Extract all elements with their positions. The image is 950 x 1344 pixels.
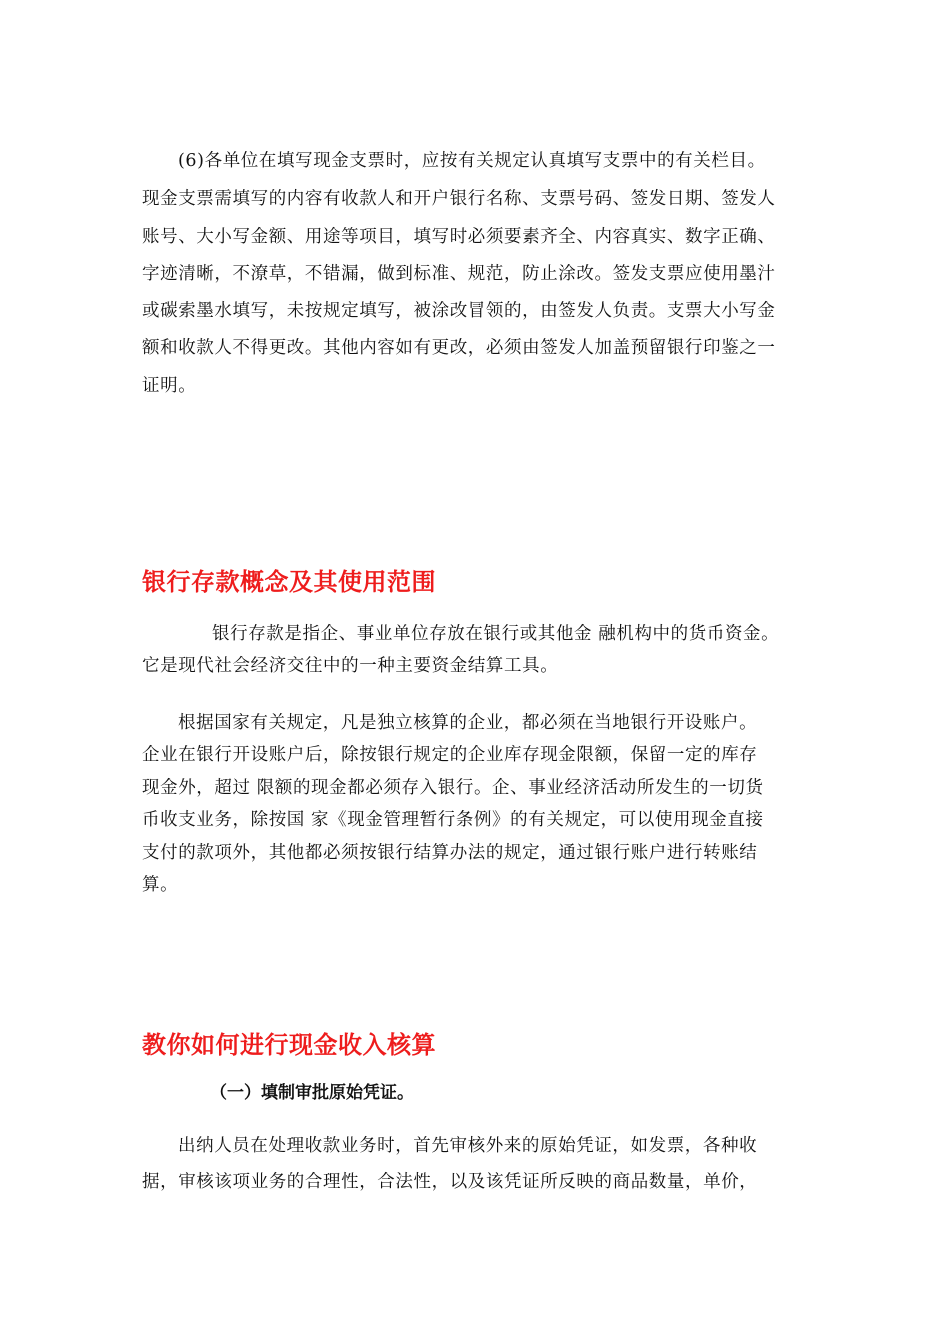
text-line: 字迹清晰，不潦草，不错漏，做到标准、规范，防止涂改。签发支票应使用墨汁 [142,264,776,284]
text-line: 账号、大小写金额、用途等项目，填写时必须要素齐全、内容真实、数字正确、 [142,227,776,247]
text-line: 企业在银行开设账户后，除按银行规定的企业库存现金限额，保留一定的库存 [142,745,758,765]
section-heading: 银行存款概念及其使用范围 [142,568,436,596]
text-line: (6)各单位在填写现金支票时，应按有关规定认真填写支票中的有关栏目。 [178,151,766,171]
text-line: 现金外，超过 限额的现金都必须存入银行。企、事业经济活动所发生的一切货 [142,778,764,798]
text-line: 币收支业务，除按国 家《现金管理暂行条例》的有关规定，可以使用现金直接 [142,810,764,830]
text-line: 它是现代社会经济交往中的一种主要资金结算工具。 [142,656,559,676]
text-line: 额和收款人不得更改。其他内容如有更改，必须由签发人加盖预留银行印鉴之一 [142,338,776,358]
text-line: 现金支票需填写的内容有收款人和开户银行名称、支票号码、签发日期、签发人 [142,189,776,209]
text-line: 证明。 [142,376,197,396]
text-line: 出纳人员在处理收款业务时，首先审核外来的原始凭证，如发票，各种收 [178,1136,758,1156]
text-line: 或碳索墨水填写，未按规定填写，被涂改冒领的，由签发人负责。支票大小写金 [142,301,776,321]
subsection-heading: （一）填制审批原始凭证。 [210,1083,414,1103]
section-heading: 教你如何进行现金收入核算 [142,1031,436,1059]
text-line: 银行存款是指企、事业单位存放在银行或其他金 融机构中的货币资金。 [212,624,780,644]
text-line: 根据国家有关规定，凡是独立核算的企业，都必须在当地银行开设账户。 [178,713,758,733]
text-line: 据，审核该项业务的合理性，合法性，以及该凭证所反映的商品数量，单价， [142,1172,758,1192]
text-line: 支付的款项外，其他都必须按银行结算办法的规定，通过银行账户进行转账结 [142,843,758,863]
text-line: 算。 [142,875,179,895]
